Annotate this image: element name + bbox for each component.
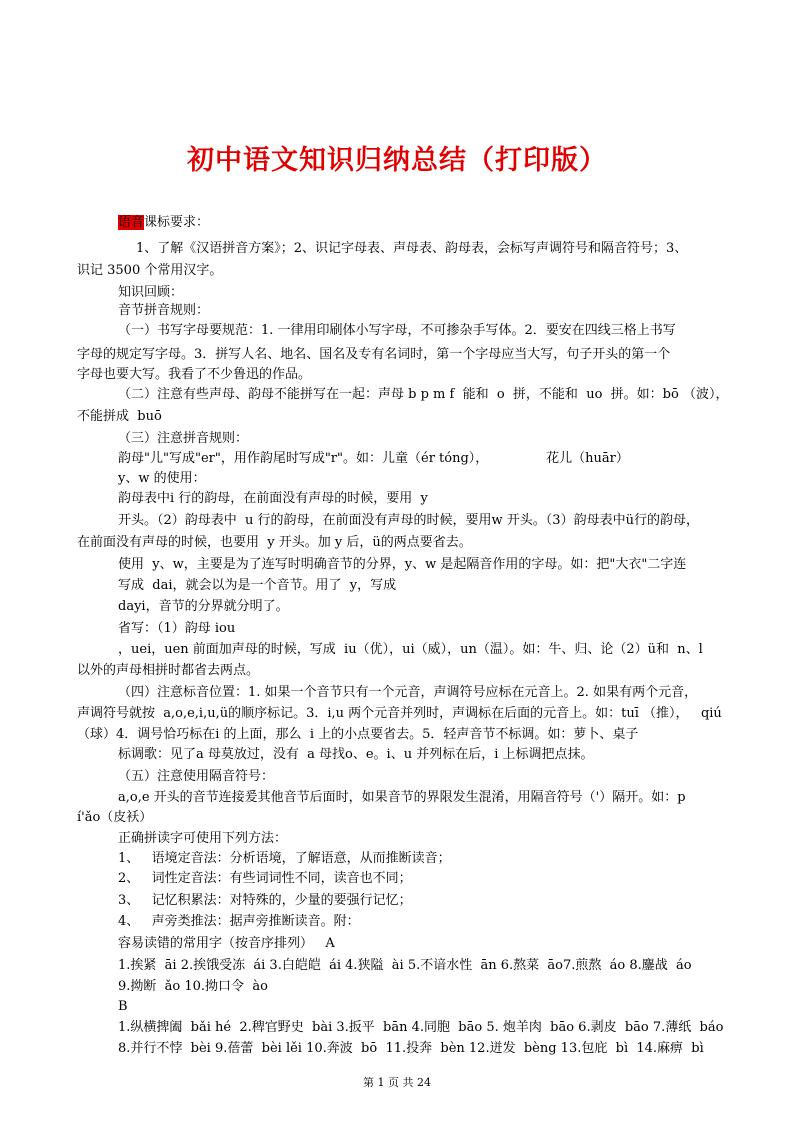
text-line: （一）书写字母要规范：1. 一律用印刷体小写字母，不可掺杂手写体。2．要安在四线三格上书写	[118, 323, 676, 338]
list-item: 2、 词性定音法：有些词词性不同，读音也不同；	[118, 871, 412, 886]
page-footer: 第 1 页 共 24	[363, 1076, 431, 1089]
list-item: 1、 语境定音法：分析语境，了解语意，从而推断读音；	[118, 851, 451, 866]
text-line: 省写：（1）韵母 iou	[118, 621, 236, 636]
text-line: 在前面没有声母的时候，也要用 y 开头。加 y 后，ü的两点要省去。	[77, 535, 472, 550]
text-line: 字母也要大写。我看了不少鲁迅的作品。	[77, 367, 312, 382]
text-line: 使用 y、w，主要是为了连写时明确音节的分界，y、w 是起隔音作用的字母。如：把"大衣"二字连	[118, 557, 687, 572]
text-line: ，uei，uen 前面加声母的时候，写成 iu（优），ui（威），un（温）。如：牛、归、论（2）ü和 n、l	[118, 642, 703, 657]
text-line: （三）注意拼音规则：	[118, 431, 249, 446]
text-line: 1、了解《汉语拼音方案》；2、识记字母表、声母表、韵母表，会标写声调符号和隔音符号；3、	[136, 241, 688, 256]
list-item: 4、 声旁类推法：据声旁推断读音。附：	[118, 914, 360, 929]
text-line: 8.并行不悖 bèi 9.蓓蕾 bèi lěi 10.奔波 bō 11.投奔 bèn 12.迸发 bèng 13.包庇 bì 14.麻痹 bì	[118, 1041, 704, 1056]
text-line: 声调符号就按 a,o,e,i,u,ü的顺序标记。3．i,u 两个元音并列时，声调标在后面的元音上。如：tuī （推）， qiú	[77, 706, 722, 721]
text-line: 容易读错的常用字（按音序排列） A	[118, 936, 335, 951]
text-line: í'ǎo（皮袄）	[77, 810, 153, 825]
document-title: 初中语文知识归纳总结（打印版）	[187, 145, 607, 176]
text-line: （四）注意标音位置：1. 如果一个音节只有一个元音，声调符号应标在元音上。2. 如果有两个元音，	[118, 685, 698, 700]
text-line: B	[118, 999, 128, 1014]
section-heading	[118, 214, 209, 231]
list-item: 3、 记忆积累法：对特殊的，少量的要强行记忆；	[118, 893, 412, 908]
text-line: 开头。（2）韵母表中 u 行的韵母，在前面没有声母的时候，要用w 开头。（3）韵母表中ü行的韵母，	[118, 513, 699, 528]
text-line: 韵母"儿"写成"er"，用作韵尾时写成"r"。如：儿童（ér tóng）， 花儿（huār）	[118, 451, 629, 466]
section-heading-label: 课标要求：	[144, 215, 210, 230]
text-line: a,o,e 开头的音节连接爰其他音节后面时，如果音节的界限发生混淆，用隔音符号（'）隔开。如：p	[118, 790, 686, 805]
text-line: 写成 dai，就会以为是一个音节。用了 y，写成	[118, 578, 397, 593]
text-line: 标调歌：见了a 母莫放过，没有 a 母找o、e。i、u 并列标在后，i 上标调把点抹。	[118, 747, 594, 762]
text-line: 音节拼音规则：	[118, 303, 210, 318]
highlighted-label: 语音	[118, 215, 145, 230]
text-line: （球）4．调号恰巧标在i 的上面，那么 i 上的小点要省去。5．轻声音节不标调。如：萝卜、桌子	[77, 727, 639, 742]
text-line: 不能拼成 buō	[77, 409, 162, 424]
text-line: 正确拼读字可使用下列方法：	[118, 831, 288, 846]
text-line: （五）注意使用隔音符号：	[118, 769, 275, 784]
text-line: （二）注意有些声母、韵母不能拼写在一起：声母 b p m f 能和 o 拼，不能和 uo 拼。如：bō （波），	[118, 387, 729, 402]
text-line: 1.纵横捭阖 bǎi hé 2.稗官野史 bài 3.扳平 bān 4.同胞 bāo 5. 炮羊肉 bāo 6.剥皮 bāo 7.薄纸 báo	[118, 1020, 724, 1035]
text-line: dayi，音节的分界就分明了。	[118, 599, 289, 614]
text-line: 知识回顾：	[118, 285, 184, 300]
text-line: 9.拗断 ǎo 10.拗口令 ào	[118, 979, 268, 994]
text-line: 识记 3500 个常用汉字。	[77, 263, 223, 278]
text-line: 韵母表中i 行的韵母，在前面没有声母的时候，要用 y	[118, 491, 428, 506]
text-line: 字母的规定写字母。3．拼写人名、地名、国名及专有名词时，第一个字母应当大写，句子开头的第一个	[77, 347, 671, 362]
text-line: 以外的声母相拼时都省去两点。	[77, 663, 260, 678]
text-line: y、w 的使用：	[118, 471, 206, 486]
text-line: 1.挨紧 āi 2.挨饿受冻 ái 3.白皑皑 ái 4.狭隘 ài 5.不谙水性 ān 6.熬菜 āo7.煎熬 áo 8.鏖战 áo	[118, 958, 692, 973]
